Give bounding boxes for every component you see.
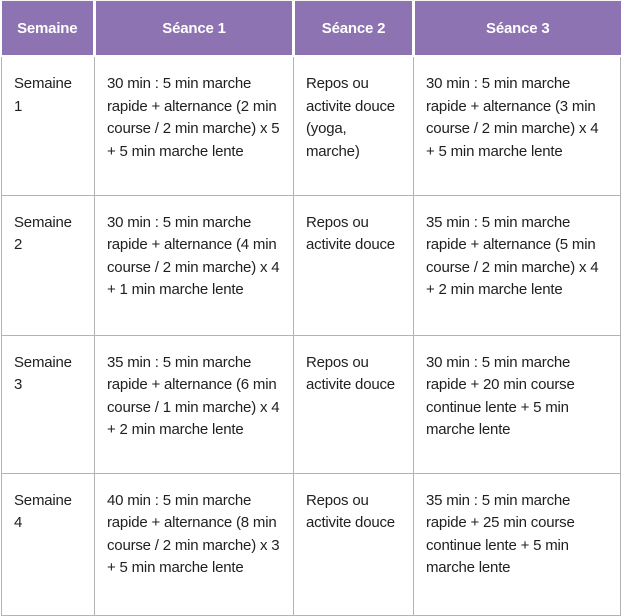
header-row bbox=[2, 1, 621, 56]
column-header-seance3: Séance 3 bbox=[414, 1, 621, 56]
seance1-cell: 40 min : 5 min marche rapide + alternance (8 min course / 2 min marche) x 3 + 5 min marche lente bbox=[95, 473, 294, 615]
seance2-cell: Repos ou activite douce (yoga, marche) bbox=[294, 56, 414, 195]
seance1-cell: 30 min : 5 min marche rapide + alternance (2 min course / 2 min marche) x 5 + 5 min marche lente bbox=[95, 56, 294, 195]
table-row-week2 bbox=[2, 195, 621, 335]
seance3-cell: 30 min : 5 min marche rapide + alternance (3 min course / 2 min marche) x 4 + 5 min marche lente bbox=[414, 56, 621, 195]
seance1-cell: 30 min : 5 min marche rapide + alternance (4 min course / 2 min marche) x 4 + 1 min marche lente bbox=[95, 195, 294, 335]
training-plan-table bbox=[1, 1, 621, 616]
week-cell: Semaine 4 bbox=[2, 473, 95, 615]
column-header-seance1: Séance 1 bbox=[95, 1, 294, 56]
seance2-cell: Repos ou activite douce bbox=[294, 195, 414, 335]
week-cell: Semaine 1 bbox=[2, 56, 95, 195]
table-row-week1 bbox=[2, 56, 621, 195]
seance3-cell: 30 min : 5 min marche rapide + 20 min course continue lente + 5 min marche lente bbox=[414, 335, 621, 473]
table-row-week3 bbox=[2, 335, 621, 473]
week-cell: Semaine 3 bbox=[2, 335, 95, 473]
week-cell: Semaine 2 bbox=[2, 195, 95, 335]
seance3-cell: 35 min : 5 min marche rapide + alternance (5 min course / 2 min marche) x 4 + 2 min marche lente bbox=[414, 195, 621, 335]
seance2-cell: Repos ou activite douce bbox=[294, 473, 414, 615]
seance1-cell: 35 min : 5 min marche rapide + alternance (6 min course / 1 min marche) x 4 + 2 min marche lente bbox=[95, 335, 294, 473]
table-row-week4 bbox=[2, 473, 621, 615]
column-header-seance2: Séance 2 bbox=[294, 1, 414, 56]
seance3-cell: 35 min : 5 min marche rapide + 25 min course continue lente + 5 min marche lente bbox=[414, 473, 621, 615]
page bbox=[0, 1, 622, 616]
column-header-semaine: Semaine bbox=[2, 1, 95, 56]
seance2-cell: Repos ou activite douce bbox=[294, 335, 414, 473]
